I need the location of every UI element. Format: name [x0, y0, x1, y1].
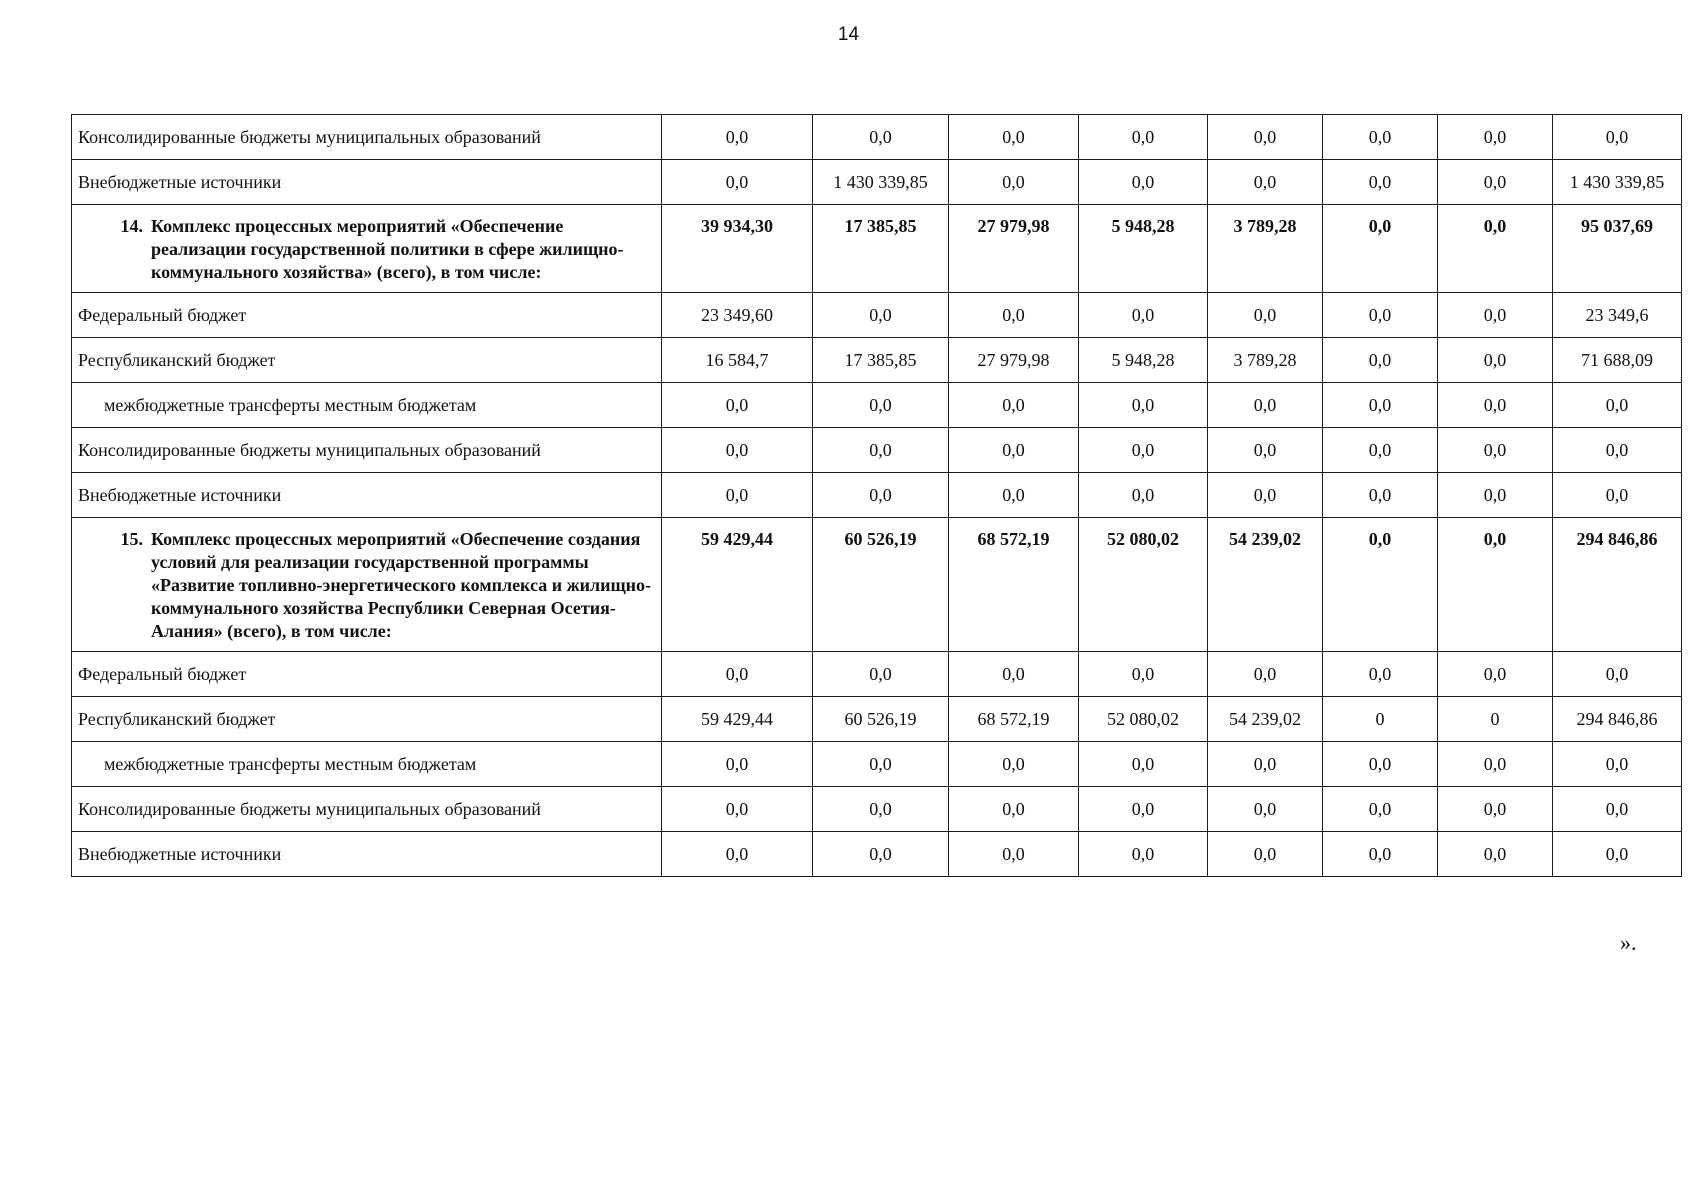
- section-heading: [78, 215, 655, 284]
- value-cell: 54 239,02: [1208, 518, 1323, 652]
- value-cell: 39 934,30: [662, 205, 813, 293]
- value-cell: 0,0: [949, 383, 1079, 428]
- row-label-cell: Внебюджетные источники: [72, 832, 662, 877]
- row-label-cell: Федеральный бюджет: [72, 293, 662, 338]
- value-cell: 0,0: [1438, 383, 1553, 428]
- value-cell: 0,0: [1438, 293, 1553, 338]
- value-cell: 23 349,6: [1553, 293, 1682, 338]
- section-number: 14.: [120, 216, 143, 236]
- row-label-cell: Республиканский бюджет: [72, 338, 662, 383]
- value-cell: 0,0: [662, 742, 813, 787]
- row-label-cell: Внебюджетные источники: [72, 160, 662, 205]
- value-cell: 0,0: [1438, 428, 1553, 473]
- value-cell: 0,0: [1208, 293, 1323, 338]
- section-title: Комплекс процессных мероприятий «Обеспечение создания условий для реализации государственной программы «Развитие топливно-энергетического комплекса и жилищно-коммунального хозяйства Республики Северная Осетия-Алания» (всего), в том числе:: [151, 529, 652, 641]
- value-cell: 0: [1323, 697, 1438, 742]
- value-cell: 0,0: [1323, 160, 1438, 205]
- value-cell: 0,0: [1323, 787, 1438, 832]
- value-cell: 52 080,02: [1079, 518, 1208, 652]
- value-cell: 0,0: [1553, 742, 1682, 787]
- value-cell: 60 526,19: [813, 518, 949, 652]
- row-label-cell: [72, 518, 662, 652]
- value-cell: 0,0: [1553, 473, 1682, 518]
- value-cell: 3 789,28: [1208, 205, 1323, 293]
- closing-quote-mark: ».: [1620, 930, 1637, 955]
- value-cell: 0,0: [662, 652, 813, 697]
- value-cell: 0,0: [1438, 115, 1553, 160]
- value-cell: 0,0: [949, 652, 1079, 697]
- value-cell: 0,0: [1323, 428, 1438, 473]
- row-label-cell: межбюджетные трансферты местным бюджетам: [72, 383, 662, 428]
- value-cell: 0,0: [1208, 115, 1323, 160]
- value-cell: 54 239,02: [1208, 697, 1323, 742]
- value-cell: 27 979,98: [949, 338, 1079, 383]
- value-cell: 0,0: [813, 293, 949, 338]
- section-heading: [78, 528, 655, 643]
- value-cell: 60 526,19: [813, 697, 949, 742]
- value-cell: 0,0: [813, 428, 949, 473]
- value-cell: 0,0: [949, 832, 1079, 877]
- value-cell: 0,0: [813, 787, 949, 832]
- value-cell: 17 385,85: [813, 338, 949, 383]
- value-cell: 0,0: [1079, 652, 1208, 697]
- value-cell: 0,0: [813, 832, 949, 877]
- value-cell: 0,0: [1438, 742, 1553, 787]
- value-cell: 0,0: [1438, 160, 1553, 205]
- value-cell: 0,0: [1553, 652, 1682, 697]
- value-cell: 52 080,02: [1079, 697, 1208, 742]
- value-cell: 0,0: [1553, 383, 1682, 428]
- value-cell: 0,0: [949, 115, 1079, 160]
- value-cell: 0,0: [1438, 787, 1553, 832]
- value-cell: 0,0: [1079, 742, 1208, 787]
- value-cell: 0,0: [813, 742, 949, 787]
- value-cell: 0,0: [1323, 205, 1438, 293]
- value-cell: 5 948,28: [1079, 205, 1208, 293]
- row-label-cell: межбюджетные трансферты местным бюджетам: [72, 742, 662, 787]
- table-row: [72, 697, 1682, 742]
- table-row: [72, 383, 1682, 428]
- row-label-cell: Консолидированные бюджеты муниципальных образований: [72, 428, 662, 473]
- table-row: [72, 787, 1682, 832]
- value-cell: 68 572,19: [949, 518, 1079, 652]
- value-cell: 0,0: [813, 473, 949, 518]
- value-cell: 17 385,85: [813, 205, 949, 293]
- value-cell: 0,0: [1553, 832, 1682, 877]
- value-cell: 0,0: [662, 428, 813, 473]
- value-cell: 0,0: [1438, 652, 1553, 697]
- value-cell: 0,0: [662, 832, 813, 877]
- value-cell: 95 037,69: [1553, 205, 1682, 293]
- value-cell: 0,0: [1208, 652, 1323, 697]
- value-cell: 0,0: [1079, 160, 1208, 205]
- value-cell: 0,0: [1208, 787, 1323, 832]
- value-cell: 0,0: [1438, 832, 1553, 877]
- value-cell: 0,0: [949, 293, 1079, 338]
- value-cell: 59 429,44: [662, 518, 813, 652]
- value-cell: 0,0: [949, 428, 1079, 473]
- value-cell: 0,0: [949, 742, 1079, 787]
- table-row: [72, 832, 1682, 877]
- section-number: 15.: [120, 529, 143, 549]
- row-label-cell: Федеральный бюджет: [72, 652, 662, 697]
- value-cell: 0,0: [1079, 473, 1208, 518]
- value-cell: 1 430 339,85: [813, 160, 949, 205]
- section-title: Комплекс процессных мероприятий «Обеспечение реализации государственной политики в сфере жилищно-коммунального хозяйства» (всего), в том числе:: [151, 216, 624, 282]
- value-cell: 3 789,28: [1208, 338, 1323, 383]
- table-row: [72, 473, 1682, 518]
- table-row: [72, 338, 1682, 383]
- table-row: [72, 293, 1682, 338]
- value-cell: 0,0: [1323, 115, 1438, 160]
- value-cell: 0: [1438, 697, 1553, 742]
- budget-table: [71, 114, 1682, 877]
- value-cell: 0,0: [1438, 338, 1553, 383]
- value-cell: 0,0: [1079, 115, 1208, 160]
- value-cell: 0,0: [949, 160, 1079, 205]
- value-cell: 294 846,86: [1553, 518, 1682, 652]
- value-cell: 0,0: [1438, 518, 1553, 652]
- value-cell: 0,0: [949, 473, 1079, 518]
- section-header-row: [72, 205, 1682, 293]
- table-row: [72, 115, 1682, 160]
- value-cell: 0,0: [1323, 383, 1438, 428]
- value-cell: 0,0: [1208, 428, 1323, 473]
- value-cell: 0,0: [1208, 832, 1323, 877]
- row-label-cell: [72, 205, 662, 293]
- value-cell: 0,0: [1208, 383, 1323, 428]
- value-cell: 68 572,19: [949, 697, 1079, 742]
- value-cell: 0,0: [1208, 160, 1323, 205]
- table-row: [72, 652, 1682, 697]
- value-cell: 0,0: [1079, 787, 1208, 832]
- value-cell: 0,0: [1323, 518, 1438, 652]
- value-cell: 27 979,98: [949, 205, 1079, 293]
- value-cell: 0,0: [949, 787, 1079, 832]
- row-label-cell: Консолидированные бюджеты муниципальных образований: [72, 787, 662, 832]
- value-cell: 0,0: [1323, 742, 1438, 787]
- value-cell: 0,0: [662, 787, 813, 832]
- value-cell: 0,0: [1079, 383, 1208, 428]
- value-cell: 0,0: [662, 115, 813, 160]
- value-cell: 294 846,86: [1553, 697, 1682, 742]
- value-cell: 0,0: [1323, 338, 1438, 383]
- value-cell: 0,0: [1323, 832, 1438, 877]
- value-cell: 0,0: [662, 473, 813, 518]
- value-cell: 0,0: [1079, 832, 1208, 877]
- row-label-cell: Внебюджетные источники: [72, 473, 662, 518]
- value-cell: 0,0: [1208, 473, 1323, 518]
- value-cell: 0,0: [813, 652, 949, 697]
- value-cell: 1 430 339,85: [1553, 160, 1682, 205]
- value-cell: 0,0: [1323, 473, 1438, 518]
- value-cell: 0,0: [662, 383, 813, 428]
- value-cell: 23 349,60: [662, 293, 813, 338]
- value-cell: 0,0: [1438, 473, 1553, 518]
- row-label-cell: Консолидированные бюджеты муниципальных образований: [72, 115, 662, 160]
- page-number: 14: [837, 24, 860, 45]
- value-cell: 0,0: [813, 383, 949, 428]
- value-cell: 71 688,09: [1553, 338, 1682, 383]
- row-label-cell: Республиканский бюджет: [72, 697, 662, 742]
- value-cell: 59 429,44: [662, 697, 813, 742]
- value-cell: 0,0: [1553, 115, 1682, 160]
- value-cell: 0,0: [1323, 652, 1438, 697]
- value-cell: 0,0: [813, 115, 949, 160]
- table-row: [72, 742, 1682, 787]
- value-cell: 0,0: [1079, 428, 1208, 473]
- value-cell: 16 584,7: [662, 338, 813, 383]
- value-cell: 0,0: [662, 160, 813, 205]
- value-cell: 0,0: [1323, 293, 1438, 338]
- value-cell: 0,0: [1438, 205, 1553, 293]
- table-row: [72, 428, 1682, 473]
- table-body: [72, 115, 1682, 877]
- value-cell: 5 948,28: [1079, 338, 1208, 383]
- value-cell: 0,0: [1079, 293, 1208, 338]
- value-cell: 0,0: [1208, 742, 1323, 787]
- section-header-row: [72, 518, 1682, 652]
- table-row: [72, 160, 1682, 205]
- value-cell: 0,0: [1553, 428, 1682, 473]
- value-cell: 0,0: [1553, 787, 1682, 832]
